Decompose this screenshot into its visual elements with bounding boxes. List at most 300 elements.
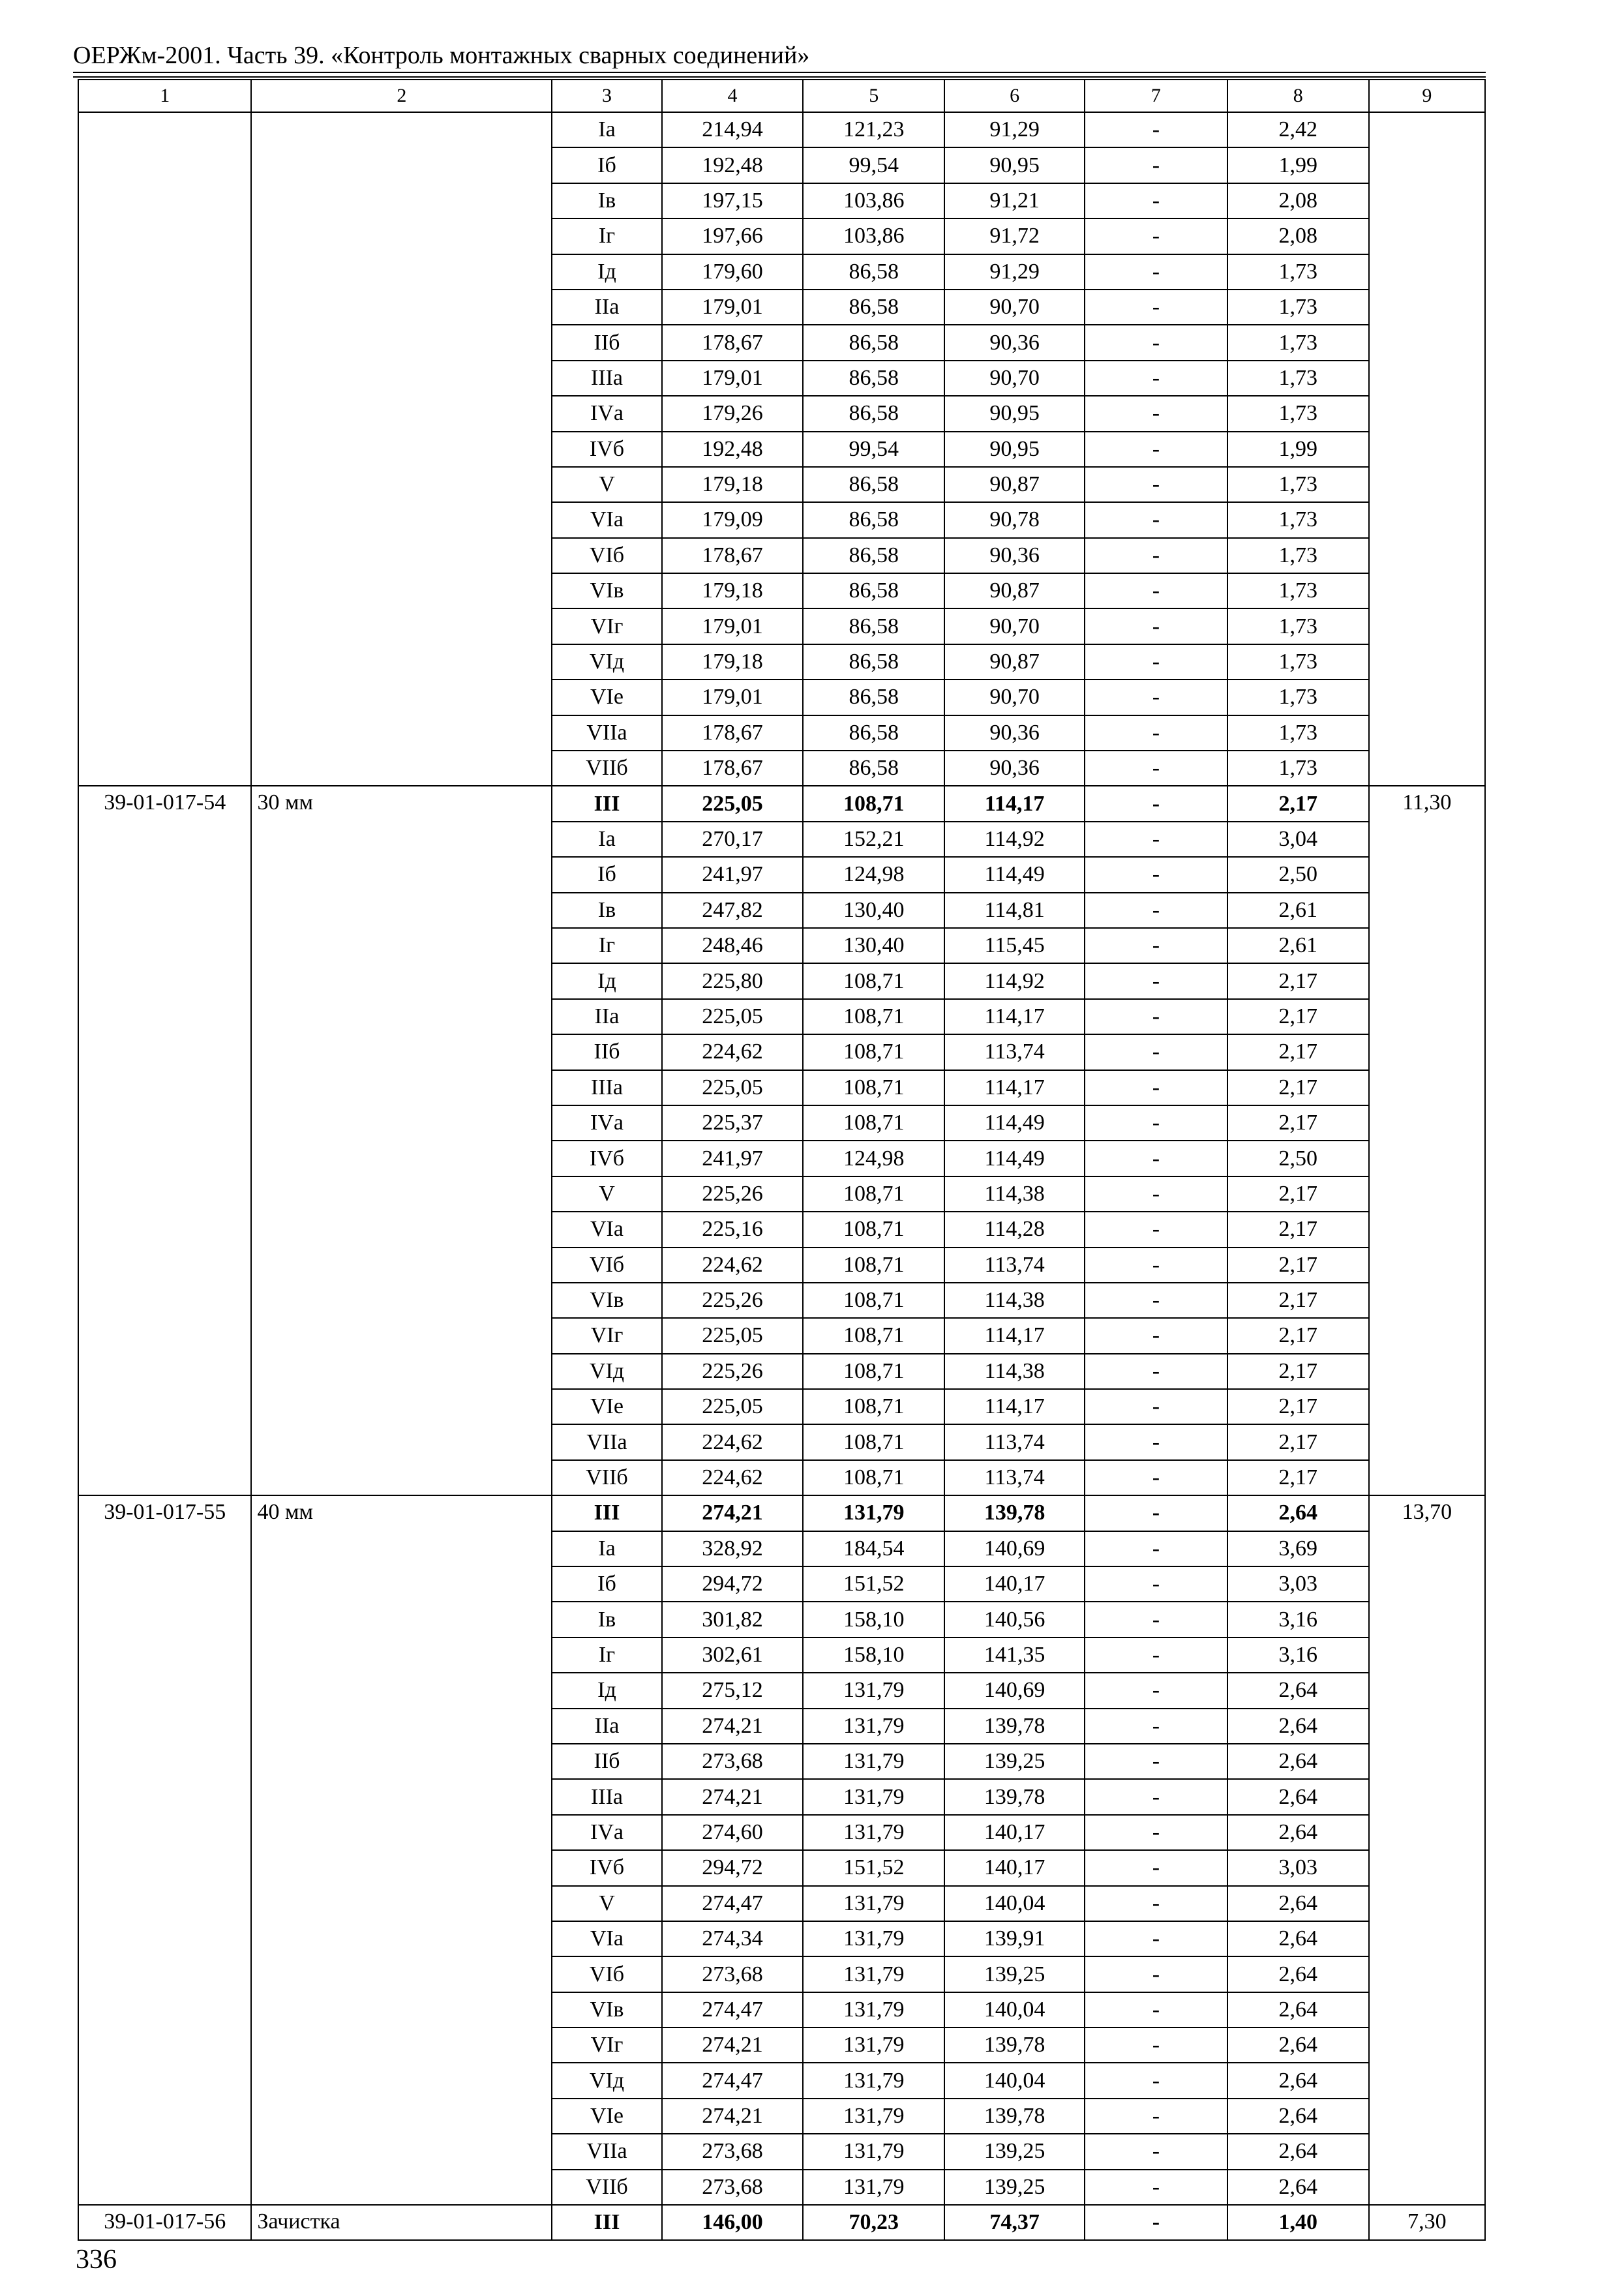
category-cell: VIIа — [552, 1424, 661, 1459]
direct-cost-cell: 197,66 — [662, 218, 804, 254]
header-rule — [73, 76, 1486, 78]
direct-cost-cell: 275,12 — [662, 1673, 804, 1708]
machines-cell: 115,45 — [944, 928, 1085, 963]
category-cell: IVа — [552, 396, 661, 431]
materials-cell: 2,17 — [1227, 1105, 1369, 1141]
wages-cell: 131,79 — [803, 2170, 944, 2205]
drivers-wages-cell: - — [1085, 1424, 1227, 1459]
direct-cost-cell: 192,48 — [662, 147, 804, 183]
rate-name-cell: 40 мм — [251, 1495, 552, 2205]
materials-cell: 2,61 — [1227, 928, 1369, 963]
column-number: 3 — [552, 80, 661, 112]
wages-cell: 86,58 — [803, 751, 944, 786]
wages-cell: 99,54 — [803, 432, 944, 467]
wages-cell: 86,58 — [803, 715, 944, 751]
wages-cell: 108,71 — [803, 1460, 944, 1495]
wages-cell: 131,79 — [803, 2063, 944, 2098]
category-cell: Iа — [552, 112, 661, 147]
machines-cell: 140,17 — [944, 1815, 1085, 1850]
machines-cell: 90,36 — [944, 715, 1085, 751]
category-cell: IVб — [552, 1141, 661, 1176]
rate-code-cell: 39-01-017-56 — [78, 2205, 251, 2240]
category-cell: VIIа — [552, 2134, 661, 2169]
category-cell: Iб — [552, 147, 661, 183]
drivers-wages-cell: - — [1085, 680, 1227, 715]
machines-cell: 114,49 — [944, 857, 1085, 892]
materials-cell: 2,17 — [1227, 963, 1369, 998]
wages-cell: 86,58 — [803, 396, 944, 431]
machines-cell: 114,38 — [944, 1354, 1085, 1389]
wages-cell: 108,71 — [803, 1212, 944, 1247]
category-cell: VIд — [552, 644, 661, 680]
machines-cell: 140,04 — [944, 2063, 1085, 2098]
machines-cell: 113,74 — [944, 1248, 1085, 1283]
direct-cost-cell: 225,26 — [662, 1283, 804, 1318]
category-cell: IIб — [552, 325, 661, 360]
drivers-wages-cell: - — [1085, 1531, 1227, 1566]
wages-cell: 108,71 — [803, 963, 944, 998]
materials-cell: 1,73 — [1227, 502, 1369, 537]
category-cell: IIа — [552, 1709, 661, 1744]
materials-cell: 2,17 — [1227, 1212, 1369, 1247]
materials-cell: 2,64 — [1227, 1709, 1369, 1744]
materials-cell: 1,73 — [1227, 325, 1369, 360]
drivers-wages-cell: - — [1085, 1460, 1227, 1495]
category-cell: V — [552, 467, 661, 502]
rate-total-cell: 11,30 — [1369, 786, 1485, 1495]
drivers-wages-cell: - — [1085, 1212, 1227, 1247]
category-cell: VIе — [552, 2099, 661, 2134]
wages-cell: 108,71 — [803, 1034, 944, 1070]
category-cell: VIа — [552, 1212, 661, 1247]
direct-cost-cell: 273,68 — [662, 1744, 804, 1779]
materials-cell: 2,64 — [1227, 2170, 1369, 2205]
direct-cost-cell: 248,46 — [662, 928, 804, 963]
machines-cell: 90,87 — [944, 644, 1085, 680]
drivers-wages-cell: - — [1085, 715, 1227, 751]
materials-cell: 1,99 — [1227, 432, 1369, 467]
drivers-wages-cell: - — [1085, 112, 1227, 147]
category-cell: VIб — [552, 1956, 661, 1992]
drivers-wages-cell: - — [1085, 999, 1227, 1034]
machines-cell: 113,74 — [944, 1460, 1085, 1495]
wages-cell: 103,86 — [803, 218, 944, 254]
wages-cell: 130,40 — [803, 928, 944, 963]
materials-cell: 3,16 — [1227, 1638, 1369, 1673]
direct-cost-cell: 274,21 — [662, 1709, 804, 1744]
direct-cost-cell: 294,72 — [662, 1850, 804, 1885]
materials-cell: 2,17 — [1227, 1460, 1369, 1495]
machines-cell: 114,92 — [944, 822, 1085, 857]
direct-cost-cell: 225,80 — [662, 963, 804, 998]
wages-cell: 86,58 — [803, 608, 944, 644]
machines-cell: 139,78 — [944, 2099, 1085, 2134]
machines-cell: 139,25 — [944, 2134, 1085, 2169]
wages-cell: 86,58 — [803, 573, 944, 608]
drivers-wages-cell: - — [1085, 396, 1227, 431]
machines-cell: 90,36 — [944, 325, 1085, 360]
category-cell: VIб — [552, 1248, 661, 1283]
drivers-wages-cell: - — [1085, 2170, 1227, 2205]
drivers-wages-cell: - — [1085, 325, 1227, 360]
drivers-wages-cell: - — [1085, 1566, 1227, 1602]
wages-cell: 131,79 — [803, 2099, 944, 2134]
wages-cell: 131,79 — [803, 2134, 944, 2169]
materials-cell: 2,64 — [1227, 1744, 1369, 1779]
direct-cost-cell: 274,21 — [662, 1495, 804, 1531]
direct-cost-cell: 178,67 — [662, 538, 804, 573]
wages-cell: 108,71 — [803, 1105, 944, 1141]
wages-cell: 152,21 — [803, 822, 944, 857]
column-number: 2 — [251, 80, 552, 112]
category-cell: Iа — [552, 1531, 661, 1566]
direct-cost-cell: 274,21 — [662, 2027, 804, 2063]
machines-cell: 113,74 — [944, 1424, 1085, 1459]
machines-cell: 139,78 — [944, 1779, 1085, 1814]
direct-cost-cell: 179,01 — [662, 608, 804, 644]
drivers-wages-cell: - — [1085, 1283, 1227, 1318]
category-cell: Iв — [552, 183, 661, 218]
category-cell: VIг — [552, 608, 661, 644]
category-cell: Iб — [552, 857, 661, 892]
category-cell: VIе — [552, 680, 661, 715]
direct-cost-cell: 247,82 — [662, 893, 804, 928]
materials-cell: 2,17 — [1227, 1034, 1369, 1070]
category-cell: III — [552, 1495, 661, 1531]
drivers-wages-cell: - — [1085, 1886, 1227, 1921]
wages-cell: 108,71 — [803, 1354, 944, 1389]
drivers-wages-cell: - — [1085, 467, 1227, 502]
wages-cell: 151,52 — [803, 1566, 944, 1602]
materials-cell: 1,73 — [1227, 467, 1369, 502]
materials-cell: 3,69 — [1227, 1531, 1369, 1566]
category-cell: IIIа — [552, 1070, 661, 1105]
category-cell: VIIа — [552, 715, 661, 751]
direct-cost-cell: 328,92 — [662, 1531, 804, 1566]
machines-cell: 139,78 — [944, 1495, 1085, 1531]
machines-cell: 139,78 — [944, 1709, 1085, 1744]
drivers-wages-cell: - — [1085, 1638, 1227, 1673]
table-row — [78, 1495, 1485, 1531]
materials-cell: 3,03 — [1227, 1850, 1369, 1885]
direct-cost-cell: 225,26 — [662, 1176, 804, 1212]
materials-cell: 3,03 — [1227, 1566, 1369, 1602]
category-cell: VIв — [552, 1992, 661, 2027]
drivers-wages-cell: - — [1085, 644, 1227, 680]
machines-cell: 90,78 — [944, 502, 1085, 537]
category-cell: IIIа — [552, 1779, 661, 1814]
machines-cell: 90,70 — [944, 608, 1085, 644]
category-cell: VIа — [552, 502, 661, 537]
direct-cost-cell: 273,68 — [662, 2170, 804, 2205]
wages-cell: 131,79 — [803, 1992, 944, 2027]
column-numbers-row — [78, 80, 1485, 112]
category-cell: Iд — [552, 963, 661, 998]
materials-cell: 1,73 — [1227, 538, 1369, 573]
materials-cell: 2,17 — [1227, 786, 1369, 821]
machines-cell: 114,92 — [944, 963, 1085, 998]
materials-cell: 2,17 — [1227, 1248, 1369, 1283]
direct-cost-cell: 225,05 — [662, 1389, 804, 1424]
category-cell: Iа — [552, 822, 661, 857]
materials-cell: 1,73 — [1227, 715, 1369, 751]
machines-cell: 140,04 — [944, 1992, 1085, 2027]
wages-cell: 184,54 — [803, 1531, 944, 1566]
drivers-wages-cell: - — [1085, 608, 1227, 644]
drivers-wages-cell: - — [1085, 1318, 1227, 1353]
machines-cell: 140,04 — [944, 1886, 1085, 1921]
machines-cell: 74,37 — [944, 2205, 1085, 2240]
materials-cell: 1,73 — [1227, 644, 1369, 680]
drivers-wages-cell: - — [1085, 963, 1227, 998]
direct-cost-cell: 224,62 — [662, 1248, 804, 1283]
wages-cell: 131,79 — [803, 1921, 944, 1956]
materials-cell: 1,73 — [1227, 290, 1369, 325]
materials-cell: 2,64 — [1227, 1956, 1369, 1992]
category-cell: Iб — [552, 1566, 661, 1602]
materials-cell: 2,61 — [1227, 893, 1369, 928]
rate-total-cell: 13,70 — [1369, 1495, 1485, 2205]
direct-cost-cell: 225,05 — [662, 1318, 804, 1353]
direct-cost-cell: 241,97 — [662, 857, 804, 892]
wages-cell: 86,58 — [803, 325, 944, 360]
direct-cost-cell: 273,68 — [662, 1956, 804, 1992]
drivers-wages-cell: - — [1085, 147, 1227, 183]
machines-cell: 90,95 — [944, 147, 1085, 183]
category-cell: VIа — [552, 1921, 661, 1956]
drivers-wages-cell: - — [1085, 1956, 1227, 1992]
machines-cell: 139,25 — [944, 1744, 1085, 1779]
materials-cell: 1,73 — [1227, 573, 1369, 608]
category-cell: V — [552, 1176, 661, 1212]
category-cell: VIIб — [552, 1460, 661, 1495]
category-cell: IVа — [552, 1815, 661, 1850]
wages-cell: 103,86 — [803, 183, 944, 218]
direct-cost-cell: 192,48 — [662, 432, 804, 467]
drivers-wages-cell: - — [1085, 1354, 1227, 1389]
machines-cell: 113,74 — [944, 1034, 1085, 1070]
wages-cell: 158,10 — [803, 1602, 944, 1637]
wages-cell: 70,23 — [803, 2205, 944, 2240]
machines-cell: 114,17 — [944, 1318, 1085, 1353]
category-cell: VIг — [552, 1318, 661, 1353]
drivers-wages-cell: - — [1085, 1070, 1227, 1105]
category-cell: Iв — [552, 893, 661, 928]
machines-cell: 90,95 — [944, 396, 1085, 431]
materials-cell: 2,17 — [1227, 1424, 1369, 1459]
drivers-wages-cell: - — [1085, 2099, 1227, 2134]
machines-cell: 140,69 — [944, 1673, 1085, 1708]
wages-cell: 86,58 — [803, 538, 944, 573]
category-cell: IIб — [552, 1744, 661, 1779]
machines-cell: 139,91 — [944, 1921, 1085, 1956]
direct-cost-cell: 274,21 — [662, 2099, 804, 2134]
rate-total-cell: 7,30 — [1369, 2205, 1485, 2240]
direct-cost-cell: 178,67 — [662, 325, 804, 360]
machines-cell: 114,49 — [944, 1141, 1085, 1176]
category-cell: V — [552, 1886, 661, 1921]
category-cell: Iд — [552, 254, 661, 290]
category-cell: VIв — [552, 573, 661, 608]
wages-cell: 124,98 — [803, 857, 944, 892]
header-rule — [73, 72, 1486, 73]
category-cell: VIе — [552, 1389, 661, 1424]
category-cell: Iг — [552, 218, 661, 254]
drivers-wages-cell: - — [1085, 893, 1227, 928]
category-cell: VIд — [552, 2063, 661, 2098]
drivers-wages-cell: - — [1085, 2134, 1227, 2169]
drivers-wages-cell: - — [1085, 502, 1227, 537]
materials-cell: 2,17 — [1227, 1176, 1369, 1212]
machines-cell: 114,17 — [944, 786, 1085, 821]
wages-cell: 108,71 — [803, 1176, 944, 1212]
materials-cell: 1,73 — [1227, 608, 1369, 644]
category-cell: IVб — [552, 432, 661, 467]
wages-cell: 86,58 — [803, 361, 944, 396]
direct-cost-cell: 179,18 — [662, 467, 804, 502]
materials-cell: 2,42 — [1227, 112, 1369, 147]
direct-cost-cell: 225,05 — [662, 1070, 804, 1105]
machines-cell: 114,17 — [944, 1070, 1085, 1105]
drivers-wages-cell: - — [1085, 1602, 1227, 1637]
wages-cell: 86,58 — [803, 644, 944, 680]
materials-cell: 2,17 — [1227, 1283, 1369, 1318]
page-title: ОЕРЖм-2001. Часть 39. «Контроль монтажных сварных соединений» — [73, 42, 810, 69]
wages-cell: 108,71 — [803, 1070, 944, 1105]
drivers-wages-cell: - — [1085, 432, 1227, 467]
column-number: 8 — [1227, 80, 1369, 112]
wages-cell: 131,79 — [803, 2027, 944, 2063]
drivers-wages-cell: - — [1085, 1744, 1227, 1779]
materials-cell: 2,17 — [1227, 1389, 1369, 1424]
wages-cell: 131,79 — [803, 1495, 944, 1531]
direct-cost-cell: 225,37 — [662, 1105, 804, 1141]
column-number: 1 — [78, 80, 251, 112]
column-number: 9 — [1369, 80, 1485, 112]
drivers-wages-cell: - — [1085, 1709, 1227, 1744]
drivers-wages-cell: - — [1085, 857, 1227, 892]
drivers-wages-cell: - — [1085, 1176, 1227, 1212]
materials-cell: 2,17 — [1227, 1354, 1369, 1389]
materials-cell: 2,64 — [1227, 1779, 1369, 1814]
direct-cost-cell: 274,21 — [662, 1779, 804, 1814]
machines-cell: 114,81 — [944, 893, 1085, 928]
direct-cost-cell: 241,97 — [662, 1141, 804, 1176]
wages-cell: 131,79 — [803, 1956, 944, 1992]
category-cell: IVб — [552, 1850, 661, 1885]
machines-cell: 91,21 — [944, 183, 1085, 218]
machines-cell: 90,36 — [944, 538, 1085, 573]
direct-cost-cell: 214,94 — [662, 112, 804, 147]
column-number: 6 — [944, 80, 1085, 112]
direct-cost-cell: 274,34 — [662, 1921, 804, 1956]
machines-cell: 114,38 — [944, 1176, 1085, 1212]
machines-cell: 114,17 — [944, 999, 1085, 1034]
column-number: 4 — [662, 80, 804, 112]
materials-cell: 2,64 — [1227, 1815, 1369, 1850]
machines-cell: 90,70 — [944, 680, 1085, 715]
drivers-wages-cell: - — [1085, 1992, 1227, 2027]
materials-cell: 2,64 — [1227, 2063, 1369, 2098]
machines-cell: 140,69 — [944, 1531, 1085, 1566]
wages-cell: 99,54 — [803, 147, 944, 183]
drivers-wages-cell: - — [1085, 183, 1227, 218]
direct-cost-cell: 179,60 — [662, 254, 804, 290]
materials-cell: 2,64 — [1227, 1495, 1369, 1531]
category-cell: Iв — [552, 1602, 661, 1637]
direct-cost-cell: 274,47 — [662, 2063, 804, 2098]
drivers-wages-cell: - — [1085, 1495, 1227, 1531]
drivers-wages-cell: - — [1085, 822, 1227, 857]
wages-cell: 108,71 — [803, 1283, 944, 1318]
machines-cell: 90,70 — [944, 361, 1085, 396]
machines-cell: 140,56 — [944, 1602, 1085, 1637]
machines-cell: 140,17 — [944, 1566, 1085, 1602]
direct-cost-cell: 197,15 — [662, 183, 804, 218]
drivers-wages-cell: - — [1085, 1105, 1227, 1141]
drivers-wages-cell: - — [1085, 1248, 1227, 1283]
rate-name-cell: Зачистка — [251, 2205, 552, 2240]
wages-cell: 131,79 — [803, 1779, 944, 1814]
materials-cell: 1,73 — [1227, 361, 1369, 396]
direct-cost-cell: 179,09 — [662, 502, 804, 537]
direct-cost-cell: 224,62 — [662, 1460, 804, 1495]
materials-cell: 1,73 — [1227, 396, 1369, 431]
wages-cell: 131,79 — [803, 1709, 944, 1744]
page-number: 336 — [76, 2245, 117, 2275]
materials-cell: 1,73 — [1227, 254, 1369, 290]
drivers-wages-cell: - — [1085, 2063, 1227, 2098]
direct-cost-cell: 179,26 — [662, 396, 804, 431]
materials-cell: 2,50 — [1227, 1141, 1369, 1176]
category-cell: VIIб — [552, 2170, 661, 2205]
direct-cost-cell: 274,60 — [662, 1815, 804, 1850]
category-cell: Iг — [552, 928, 661, 963]
wages-cell: 108,71 — [803, 786, 944, 821]
direct-cost-cell: 179,01 — [662, 680, 804, 715]
machines-cell: 90,87 — [944, 467, 1085, 502]
materials-cell: 2,50 — [1227, 857, 1369, 892]
wages-cell: 131,79 — [803, 1886, 944, 1921]
table-row — [78, 786, 1485, 821]
materials-cell: 2,17 — [1227, 1070, 1369, 1105]
drivers-wages-cell: - — [1085, 538, 1227, 573]
category-cell: VIб — [552, 538, 661, 573]
drivers-wages-cell: - — [1085, 1850, 1227, 1885]
category-cell: IIб — [552, 1034, 661, 1070]
direct-cost-cell: 270,17 — [662, 822, 804, 857]
machines-cell: 114,17 — [944, 1389, 1085, 1424]
drivers-wages-cell: - — [1085, 573, 1227, 608]
column-number: 7 — [1085, 80, 1227, 112]
drivers-wages-cell: - — [1085, 751, 1227, 786]
materials-cell: 2,64 — [1227, 1992, 1369, 2027]
machines-cell: 141,35 — [944, 1638, 1085, 1673]
drivers-wages-cell: - — [1085, 361, 1227, 396]
category-cell: IIIа — [552, 361, 661, 396]
category-cell: VIг — [552, 2027, 661, 2063]
direct-cost-cell: 225,16 — [662, 1212, 804, 1247]
wages-cell: 108,71 — [803, 1424, 944, 1459]
direct-cost-cell: 273,68 — [662, 2134, 804, 2169]
machines-cell: 90,95 — [944, 432, 1085, 467]
machines-cell: 91,72 — [944, 218, 1085, 254]
wages-cell: 86,58 — [803, 467, 944, 502]
drivers-wages-cell: - — [1085, 218, 1227, 254]
category-cell: Iд — [552, 1673, 661, 1708]
category-cell: IIа — [552, 290, 661, 325]
drivers-wages-cell: - — [1085, 1141, 1227, 1176]
